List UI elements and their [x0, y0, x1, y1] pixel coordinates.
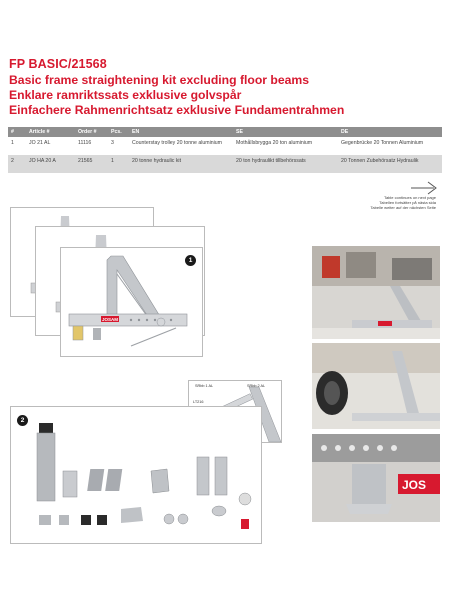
figure-2-hydraulic-kit [10, 406, 262, 544]
header-en: EN [132, 129, 140, 135]
svg-text:JOSAM: JOSAM [102, 317, 119, 322]
figure-badge-2: 2 [17, 415, 28, 426]
parts-table [8, 127, 442, 173]
cell-number: 1 [11, 140, 14, 146]
cell-article: JO HA 20 A [29, 158, 56, 164]
header-number: # [11, 129, 14, 135]
cell-pcs: 1 [111, 158, 114, 164]
subtitle-en: Basic frame straightening kit excluding floor beams [9, 73, 310, 87]
callout-srbb1: SRbb 1 AL [195, 384, 214, 388]
table-continues-note [326, 195, 436, 210]
page-title: FP BASIC/21568 [9, 57, 107, 71]
subtitle-se: Enklare ramriktssats exklusive golvspår [9, 88, 242, 102]
header-order: Order # [78, 129, 97, 135]
cell-de: 20 Tonnen Zubehörsatz Hydraulik [341, 158, 419, 164]
cell-en: Counterstay trolley 20 tonne aluminium [132, 140, 222, 146]
header-article: Article # [29, 129, 50, 135]
header-de: DE [341, 129, 349, 135]
cell-se: 20 ton hydraulikt tillbehörssats [236, 158, 306, 164]
continues-de: Tabelle weiter auf der nächsten Seite [370, 205, 436, 210]
counterstay-trolley-illustration [61, 248, 202, 356]
cell-order: 21565 [78, 158, 93, 164]
cell-se: Mothållsbrygga 20 ton aluminium [236, 140, 313, 146]
photo-truck-trolley [312, 343, 440, 429]
cell-pcs: 3 [111, 140, 114, 146]
subtitle-de: Einfachere Rahmenrichtsatz exklusive Fundamentrahmen [9, 103, 345, 117]
photo-josam-trolley [312, 434, 440, 522]
callout-srbb2: SRbb 2 AL [247, 384, 266, 388]
continues-se: Tabellen fortsätter på nästa sida [379, 200, 436, 205]
table-row [8, 137, 442, 155]
cell-de: Gegenbrücke 20 Tonnen Aluminium [341, 140, 424, 146]
figure-badge-1: 1 [185, 255, 196, 266]
photo-workshop-trolley [312, 246, 440, 339]
cell-en: 20 tonne hydraulic kit [132, 158, 182, 164]
table-header-row [8, 127, 442, 137]
arrow-right-icon [410, 180, 438, 196]
hydraulic-parts-illustration [11, 407, 261, 543]
header-se: SE [236, 129, 243, 135]
table-row [8, 155, 442, 173]
continues-en: Table continues on next page [383, 195, 436, 200]
photo-logo-text: JOS [402, 478, 427, 492]
cell-number: 2 [11, 158, 14, 164]
header-pcs: Pcs. [111, 129, 122, 135]
cell-order: 11116 [78, 140, 92, 146]
callout-lt216: LT216 [193, 400, 204, 404]
cell-article: JO 21 AL [29, 140, 51, 146]
figure-1-main [60, 247, 203, 357]
